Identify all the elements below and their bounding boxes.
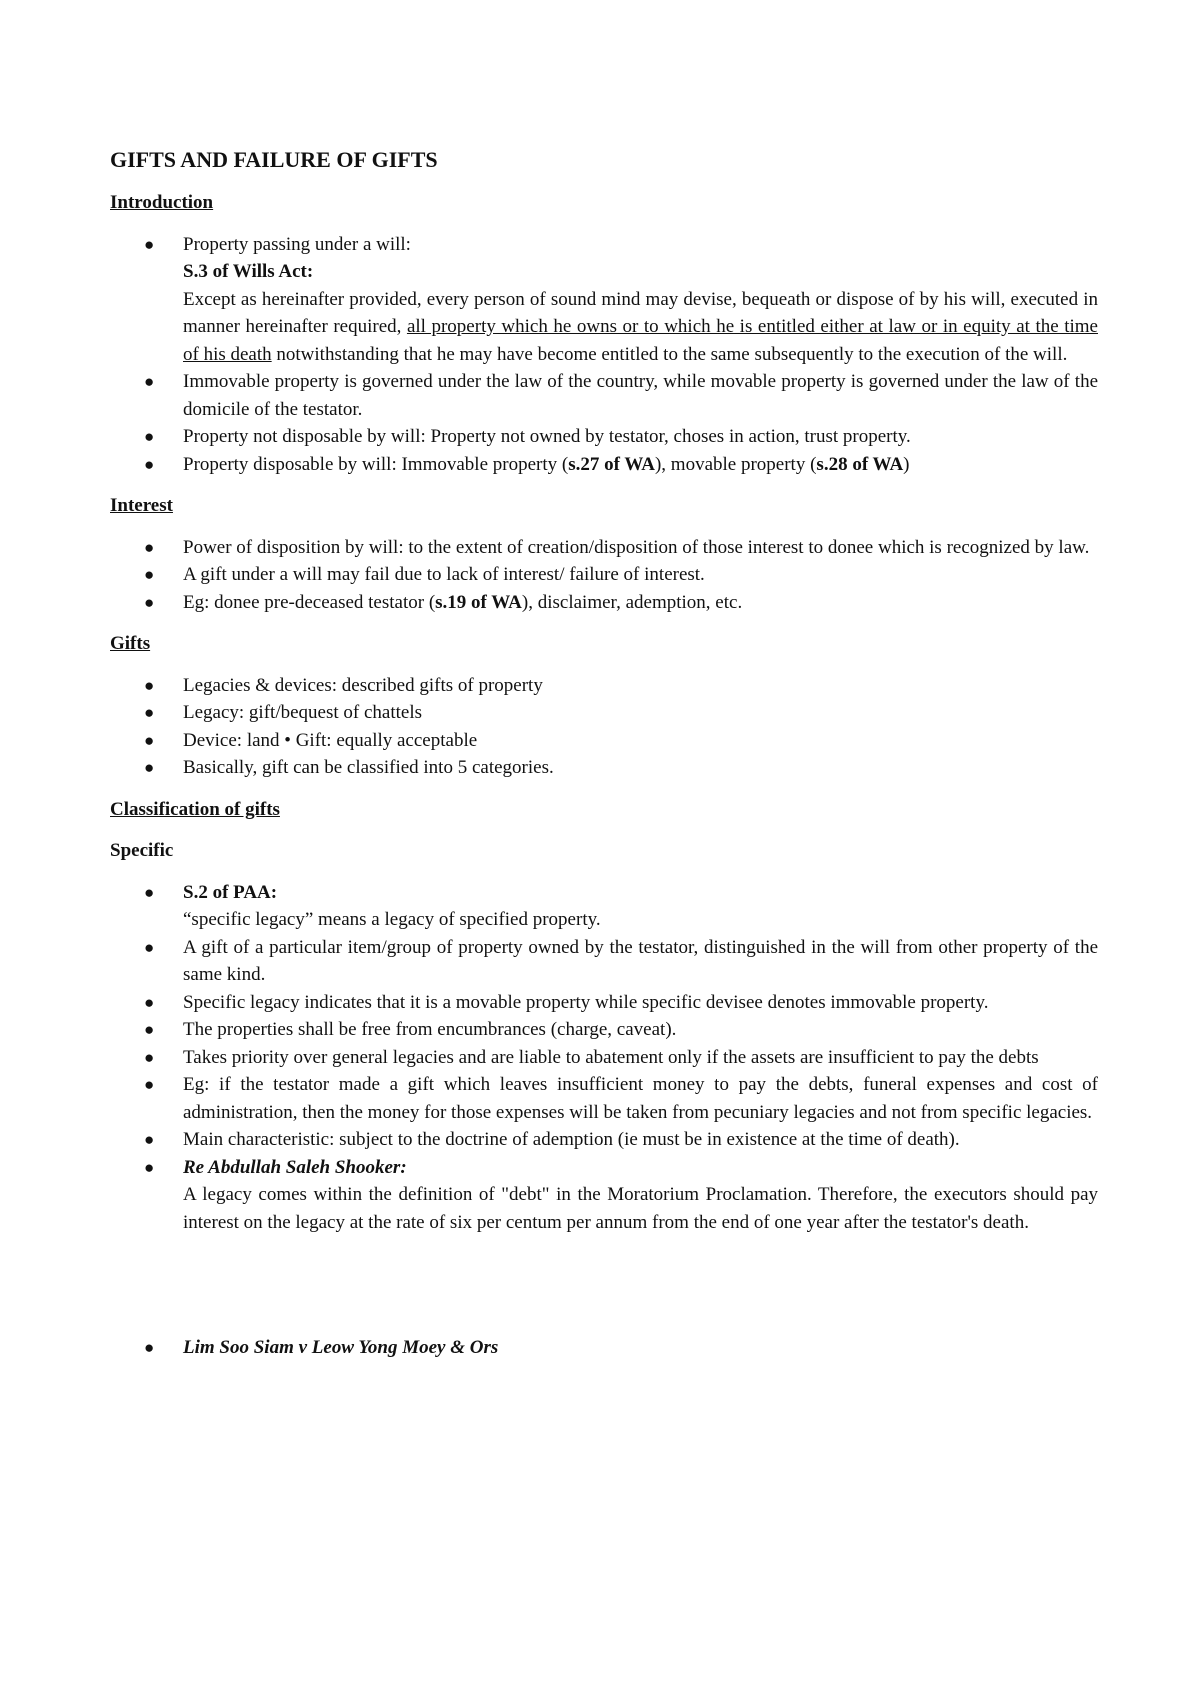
specific-list [110,879,1098,1237]
list-item [110,231,1098,369]
introduction-list [110,231,1098,479]
list-item-text: A gift under a will may fail due to lack of interest/ failure of interest. [183,564,705,585]
list-item [110,1126,1098,1154]
list-item [110,1016,1098,1044]
spacer [110,1250,1098,1334]
list-item-text: ), movable property ( [654,453,817,475]
statute-quote [183,286,1098,369]
case-summary: A legacy comes within the definition of "debt" in the Moratorium Proclamation. Therefore, the executors should pay interest on the legacy at the rate of six per centum per annum from the end of one year after the testator's death. [183,1184,1098,1233]
list-item-text: Property disposable by will: Immovable property ( [183,453,569,475]
list-item-text: Legacy: gift/bequest of chattels [183,702,422,723]
bullet-icon: ● [144,1020,155,1039]
list-item [110,589,1098,617]
quote-underlined-text: all property which he owns or to which he is entitled either at law or in equity at the time of his death [183,316,1098,365]
bullet-icon: ● [144,937,155,957]
list-item-text: Property passing under a will: [183,233,411,255]
list-item-text: Basically, gift can be classified into 5 categories. [183,757,554,778]
gifts-list [110,672,1098,782]
bullet-icon: ● [144,234,155,254]
list-item-text: A gift of a particular item/group of property owned by the testator, distinguished in the will from other property of the same kind. [183,936,1098,985]
bullet-icon: ● [144,675,155,695]
list-item-text: “specific legacy” means a legacy of specified property. [183,909,601,930]
list-item [110,754,1098,782]
quote-text: Except as hereinafter provided, every person of sound mind may devise, bequeath or dispose of by his will, executed in manner hereinafter required, [183,288,1098,337]
list-item [110,934,1098,989]
interest-list [110,534,1098,617]
list-item-text: Eg: if the testator made a gift which leaves insufficient money to pay the debts, funeral expenses and cost of administration, then the money for those expenses will be taken from pecuniary legacies and not from specific legacies. [183,1074,1098,1123]
list-item [110,1334,1098,1362]
list-item-text: Main characteristic: subject to the doctrine of ademption (ie must be in existence at the time of death). [183,1129,960,1150]
bullet-icon: ● [144,592,155,612]
bullet-icon: ● [144,758,155,777]
bullet-icon: ● [144,1130,155,1149]
document-page [110,146,1098,1376]
list-item [110,727,1098,755]
list-item [110,672,1098,700]
list-item-text: Property not disposable by will: Property not owned by testator, choses in action, trust property. [183,426,911,447]
bullet-icon: ● [144,882,155,902]
statute-reference: S.2 of PAA: [183,881,278,903]
case-list [110,1334,1098,1362]
case-name: Re Abdullah Saleh Shooker: [183,1156,407,1178]
list-item [110,561,1098,589]
list-item-text: Power of disposition by will: to the extent of creation/disposition of those interest to donee which is recognized by law. [183,536,1090,558]
list-item [110,989,1098,1017]
list-item [110,423,1098,451]
list-item [110,534,1098,562]
bullet-icon: ● [144,1157,155,1177]
case-name: Lim Soo Siam v Leow Yong Moey & Ors [183,1337,499,1358]
subheading-specific: Specific [110,840,174,861]
bullet-icon: ● [144,537,155,557]
list-item [110,1154,1098,1237]
bullet-icon: ● [144,1075,155,1094]
bullet-icon: ● [144,1338,155,1357]
bullet-icon: ● [144,372,155,391]
bullet-icon: ● [144,454,155,474]
statute-reference: S.3 of Wills Act: [183,261,314,282]
quote-text: notwithstanding that he may have become entitled to the same subsequently to the execution of the will. [271,343,1068,365]
document-title: GIFTS AND FAILURE OF GIFTS [110,147,438,172]
list-item [110,451,1098,479]
bullet-icon: ● [144,730,155,750]
list-item [110,879,1098,934]
list-item [110,1071,1098,1126]
list-item-text: ) [903,453,910,475]
heading-classification: Classification of gifts [110,798,280,820]
list-item-text: Specific legacy indicates that it is a movable property while specific devisee denotes immovable property. [183,991,989,1013]
list-item-text: ), disclaimer, ademption, etc. [521,591,743,613]
list-item-text: Device: land • Gift: equally acceptable [183,729,478,751]
statute-reference: s.19 of WA [435,591,522,613]
bullet-icon: ● [144,1047,155,1067]
list-item-text: Eg: donee pre-deceased testator ( [183,591,436,613]
bullet-icon: ● [144,703,155,722]
list-item-text: The properties shall be free from encumbrances (charge, caveat). [183,1019,677,1040]
heading-introduction: Introduction [110,192,214,213]
list-item-text: Takes priority over general legacies and are liable to abatement only if the assets are insufficient to pay the debts [183,1046,1039,1068]
statute-reference: s.27 of WA [568,453,655,475]
list-item-text: Immovable property is governed under the law of the country, while movable property is governed under the law of the domicile of the testator. [183,371,1098,420]
list-item [110,1044,1098,1072]
bullet-icon: ● [144,992,155,1012]
bullet-icon: ● [144,565,155,584]
statute-reference: s.28 of WA [816,453,904,475]
list-item-text: Legacies & devices: described gifts of property [183,674,543,696]
heading-gifts: Gifts [110,633,151,654]
list-item [110,699,1098,727]
list-item [110,368,1098,423]
heading-interest: Interest [110,495,173,516]
bullet-icon: ● [144,427,155,446]
